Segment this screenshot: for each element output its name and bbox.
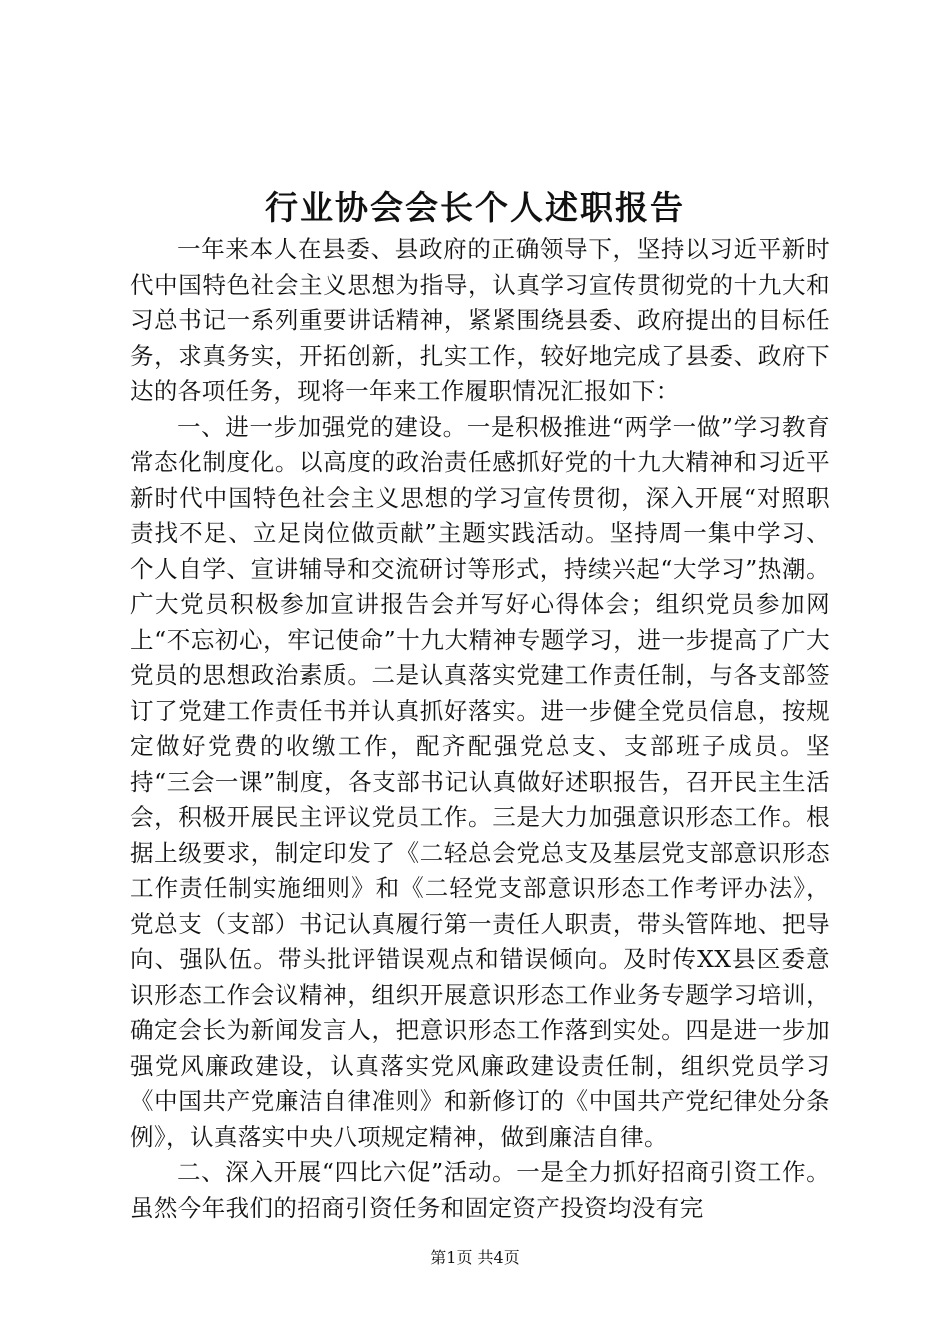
paragraph-intro: 一年来本人在县委、县政府的正确领导下，坚持以习近平新时代中国特色社会主义思想为指导，认真学习宣传贯彻党的十九大和习总书记一系列重要讲话精神，紧紧围绕县委、政府提出的目标任务，求真务实，开拓创新，扎实工作，较好地完成了县委、政府下达的各项任务，现将一年来工作履职情况汇报如下： bbox=[130, 235, 830, 405]
paragraph-activities: 二、深入开展“四比六促”活动。一是全力抓好招商引资工作。虽然今年我们的招商引资任务和固定资产投资均没有完 bbox=[130, 1158, 830, 1222]
document-title: 行业协会会长个人述职报告 bbox=[265, 188, 685, 227]
paragraph-party-building: 一、进一步加强党的建设。一是积极推进“两学一做”学习教育常态化制度化。以高度的政治责任感抓好党的十九大精神和习近平新时代中国特色社会主义思想的学习宣传贯彻，深入开展“对照职责找不足、立足岗位做贡献”主题实践活动。坚持周一集中学习、个人自学、宣讲辅导和交流研讨等形式，持续兴起“大学习”热潮。广大党员积极参加宣讲报告会并写好心得体会；组织党员参加网上“不忘初心，牢记使命”十九大精神专题学习，进一步提高了广大党员的思想政治素质。二是认真落实党建工作责任制，与各支部签订了党建工作责任书并认真抓好落实。进一步健全党员信息，按规定做好党费的收缴工作，配齐配强党总支、支部班子成员。坚持“三会一课”制度，各支部书记认真做好述职报告，召开民主生活会，积极开展民主评议党员工作。三是大力加强意识形态工作。根据上级要求，制定印发了《二轻总会党总支及基层党支部意识形态工作责任制实施细则》和《二轻党支部意识形态工作考评办法》，党总支（支部）书记认真履行第一责任人职责，带头管阵地、把导向、强队伍。带头批评错误观点和错误倾向。及时传XX县区委意识形态工作会议精神，组织开展意识形态工作业务专题学习培训，确定会长为新闻发言人，把意识形态工作落到实处。四是进一步加强党风廉政建设，认真落实党风廉政建设责任制，组织党员学习《中国共产党廉洁自律准则》和新修订的《中国共产党纪律处分条例》，认真落实中央八项规定精神，做到廉洁自律。 bbox=[130, 412, 830, 1151]
document-body bbox=[130, 232, 830, 1226]
page-number-footer: 第1页 共4页 bbox=[430, 1248, 520, 1267]
